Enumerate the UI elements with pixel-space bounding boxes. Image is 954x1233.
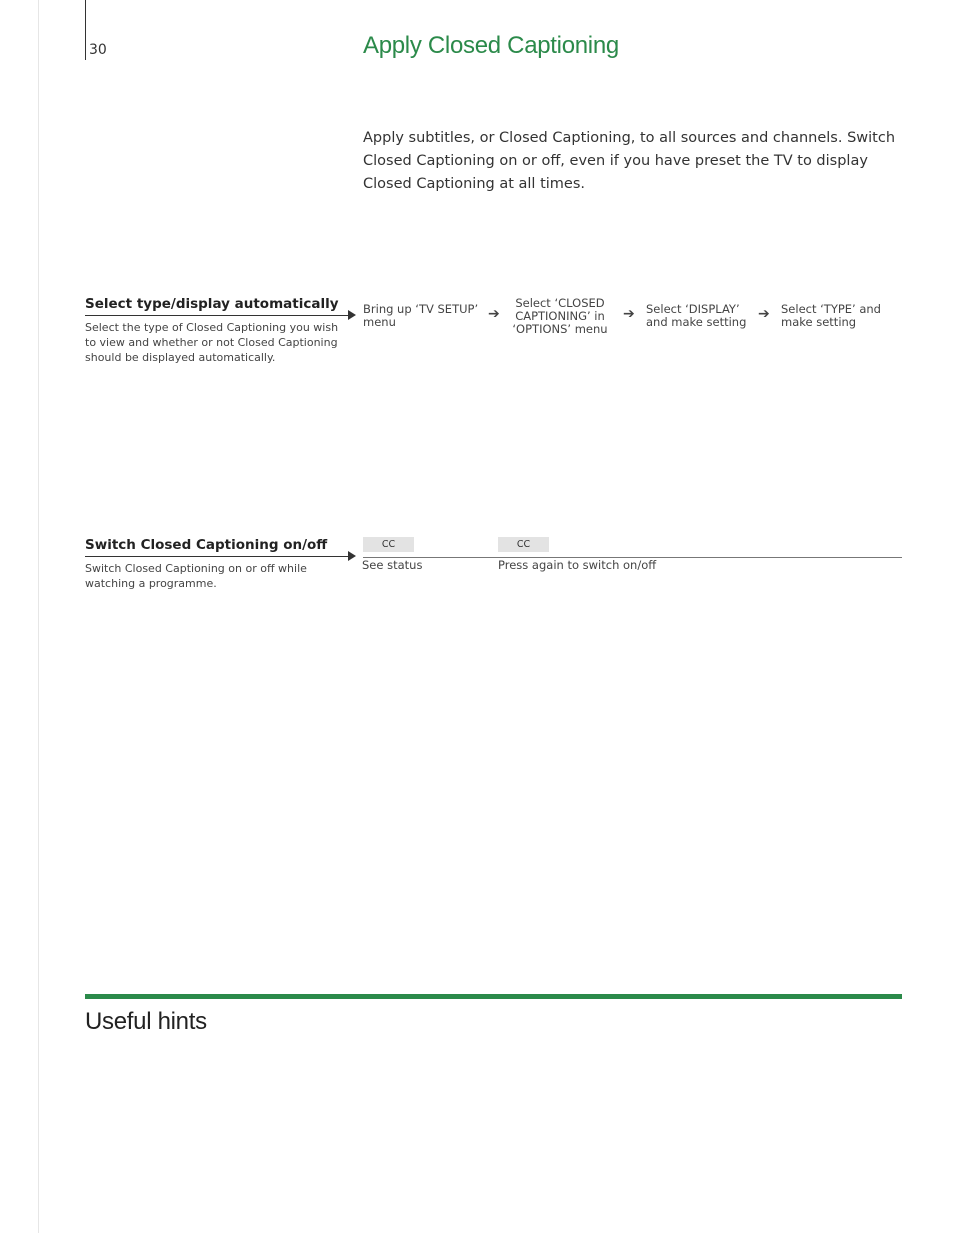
- section-description: Select the type of Closed Captioning you wish to view and whether or not Closed Captioning should be displayed automatically.: [85, 321, 339, 364]
- cc-key: CC: [498, 537, 549, 552]
- key-caption: See status: [362, 558, 423, 572]
- page-number: 30: [89, 42, 107, 58]
- flow-arrow-icon: ➔: [623, 306, 635, 322]
- section-divider: [85, 556, 348, 557]
- page-title: Apply Closed Captioning: [363, 32, 619, 59]
- step-3: Select ‘DISPLAY’ and make setting: [646, 302, 747, 329]
- step-1: Bring up ‘TV SETUP’ menu: [363, 302, 479, 329]
- arrow-right-icon: [348, 551, 356, 561]
- intro-paragraph: Apply subtitles, or Closed Captioning, to all sources and channels. Switch Closed Captioning on or off, even if you have preset the TV to display Closed Captioning at all times.: [363, 130, 896, 192]
- section-heading-select-type: Select type/display automatically: [85, 296, 339, 312]
- hints-divider-bar: [85, 994, 902, 999]
- arrow-right-icon: [348, 310, 356, 320]
- page-margin-line: [38, 0, 39, 1233]
- cc-key: CC: [363, 537, 414, 552]
- hints-title: Useful hints: [85, 1008, 207, 1035]
- step-4: Select ‘TYPE’ and make setting: [781, 302, 881, 329]
- section-divider: [85, 315, 348, 316]
- step-2: Select ‘CLOSED CAPTIONING’ in ‘OPTIONS’ menu: [512, 296, 608, 336]
- flow-arrow-icon: ➔: [758, 306, 770, 322]
- flow-arrow-icon: ➔: [488, 306, 500, 322]
- key-caption: Press again to switch on/off: [498, 558, 657, 572]
- section-heading-switch-cc: Switch Closed Captioning on/off: [85, 537, 328, 553]
- page-number-rule: [85, 0, 86, 60]
- section-description: Switch Closed Captioning on or off while watching a programme.: [85, 562, 307, 590]
